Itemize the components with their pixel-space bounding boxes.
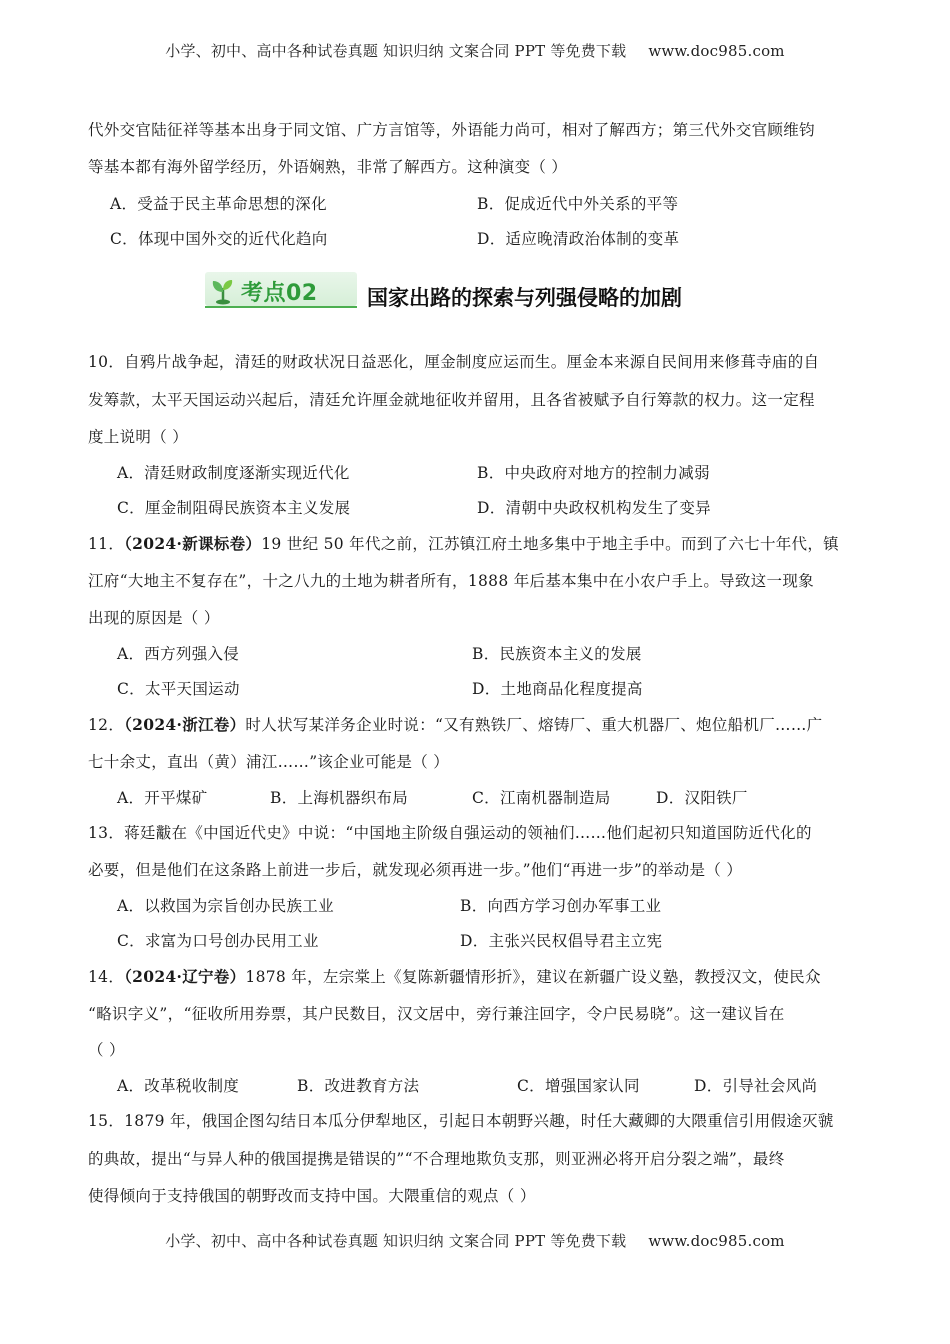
prev-question-line-1: 代外交官陆征祥等基本出身于同文馆、广方言馆等，外语能力尚可，相对了解西方；第三代外交官顾维钧 xyxy=(88,121,815,139)
q14-line-2: “略识字义”，“征收所用券票，其户民数目，汉文居中，旁行兼注回字，令户民易晓”。这一建议旨在 xyxy=(88,1005,785,1023)
prev-question-line-2: 等基本都有海外留学经历，外语娴熟，非常了解西方。这种演变（ ） xyxy=(88,158,568,176)
q13-option-c[interactable]: C．求富为口号创办民用工业 xyxy=(117,932,319,950)
q10-line-1: 10．自鸦片战争起，清廷的财政状况日益恶化，厘金制度应运而生。厘金本来源自民间用来修葺寺庙的自 xyxy=(88,353,820,371)
section-badge xyxy=(205,272,357,306)
q13-option-a[interactable]: A．以救国为宗旨创办民族工业 xyxy=(117,897,334,915)
q10-line-2: 发筹款，太平天国运动兴起后，清廷允许厘金就地征收并留用，且各省被赋予自行筹款的权力。这一定程 xyxy=(88,391,815,409)
q11-option-c[interactable]: C．太平天国运动 xyxy=(117,680,240,698)
q12-line-1 xyxy=(88,713,868,735)
q15-line-1: 15．1879 年，俄国企图勾结日本瓜分伊犁地区，引起日本朝野兴趣，时任大藏卿的大隈重信引用假途灭虢 xyxy=(88,1112,834,1130)
prev-option-a[interactable]: A．受益于民主革命思想的深化 xyxy=(110,195,327,213)
q12-option-c[interactable]: C．江南机器制造局 xyxy=(472,789,611,807)
prev-option-d[interactable]: D．适应晚清政治体制的变革 xyxy=(477,230,680,248)
q11-option-b[interactable]: B．民族资本主义的发展 xyxy=(472,645,642,663)
q11-option-d[interactable]: D．土地商品化程度提高 xyxy=(472,680,643,698)
q11-number: 11． xyxy=(88,535,125,553)
q10-option-c[interactable]: C．厘金制阻碍民族资本主义发展 xyxy=(117,499,351,517)
header-text: 小学、初中、高中各种试卷真题 知识归纳 文案合同 PPT 等免费下载 xyxy=(165,42,627,60)
leaf-icon xyxy=(209,278,237,306)
q11-source: （2024·新课标卷） xyxy=(124,534,262,553)
q14-option-b[interactable]: B．改进教育方法 xyxy=(297,1077,420,1095)
q12-source: （2024·浙江卷） xyxy=(124,715,246,734)
q11-line-1-text: 19 世纪 50 年代之前，江苏镇江府土地多集中于地主手中。而到了六七十年代，镇 xyxy=(261,535,839,553)
q12-number: 12． xyxy=(88,716,125,734)
q14-line-1 xyxy=(88,965,868,987)
q13-option-d[interactable]: D．主张兴民权倡导君主立宪 xyxy=(460,932,663,950)
page-header xyxy=(0,40,950,61)
q10-option-d[interactable]: D．清朝中央政权机构发生了变异 xyxy=(477,499,711,517)
q14-source: （2024·辽宁卷） xyxy=(124,967,246,986)
footer-text: 小学、初中、高中各种试卷真题 知识归纳 文案合同 PPT 等免费下载 xyxy=(165,1232,627,1250)
section-badge-label: 考点02 xyxy=(241,281,318,306)
q14-number: 14． xyxy=(88,968,125,986)
page-footer xyxy=(0,1230,950,1251)
q15-line-3: 使得倾向于支持俄国的朝野改而支持中国。大隈重信的观点（ ） xyxy=(88,1187,536,1205)
prev-option-b[interactable]: B．促成近代中外关系的平等 xyxy=(477,195,679,213)
q10-option-b[interactable]: B．中央政府对地方的控制力减弱 xyxy=(477,464,710,482)
q14-option-c[interactable]: C．增强国家认同 xyxy=(517,1077,640,1095)
section-title: 国家出路的探索与列强侵略的加剧 xyxy=(367,286,682,310)
q11-line-2: 江府“大地主不复存在”，十之八九的土地为耕者所有，1888 年后基本集中在小农户手上。导致这一现象 xyxy=(88,572,814,590)
q12-option-a[interactable]: A．开平煤矿 xyxy=(117,789,208,807)
q14-option-d[interactable]: D．引导社会风尚 xyxy=(694,1077,818,1095)
q12-line-1-text: 时人状写某洋务企业时说：“又有熟铁厂、熔铸厂、重大机器厂、炮位船机厂……广 xyxy=(245,716,823,734)
q11-line-1 xyxy=(88,532,868,554)
q11-line-3: 出现的原因是（ ） xyxy=(88,609,220,627)
prev-option-c[interactable]: C．体现中国外交的近代化趋向 xyxy=(110,230,328,248)
header-site[interactable]: www.doc985.com xyxy=(648,42,785,60)
q12-option-d[interactable]: D．汉阳铁厂 xyxy=(656,789,748,807)
q12-line-2: 七十余丈，直出（黄）浦江……”该企业可能是（ ） xyxy=(88,753,450,771)
q12-option-b[interactable]: B．上海机器织布局 xyxy=(270,789,409,807)
q14-option-a[interactable]: A．改革税收制度 xyxy=(117,1077,240,1095)
section-banner xyxy=(205,268,765,318)
q10-option-a[interactable]: A．清廷财政制度逐渐实现近代化 xyxy=(117,464,350,482)
q13-line-1: 13．蒋廷黻在《中国近代史》中说：“中国地主阶级自强运动的领袖们……他们起初只知道国防近代化的 xyxy=(88,824,812,842)
q14-line-3: （ ） xyxy=(88,1041,125,1059)
q10-line-3: 度上说明（ ） xyxy=(88,428,189,446)
q13-option-b[interactable]: B．向西方学习创办军事工业 xyxy=(460,897,662,915)
q13-line-2: 必要，但是他们在这条路上前进一步后，就发现必须再进一步。”他们“再进一步”的举动是（ ） xyxy=(88,861,743,879)
q11-option-a[interactable]: A．西方列强入侵 xyxy=(117,645,240,663)
q15-line-2: 的典故，提出“与异人种的俄国提携是错误的”“不合理地欺负支那，则亚洲必将开启分裂之端”，最终 xyxy=(88,1150,785,1168)
section-underline xyxy=(205,306,357,308)
q14-line-1-text: 1878 年，左宗棠上《复陈新疆情形折》，建议在新疆广设义塾，教授汉文，使民众 xyxy=(245,968,821,986)
footer-site[interactable]: www.doc985.com xyxy=(648,1232,785,1250)
